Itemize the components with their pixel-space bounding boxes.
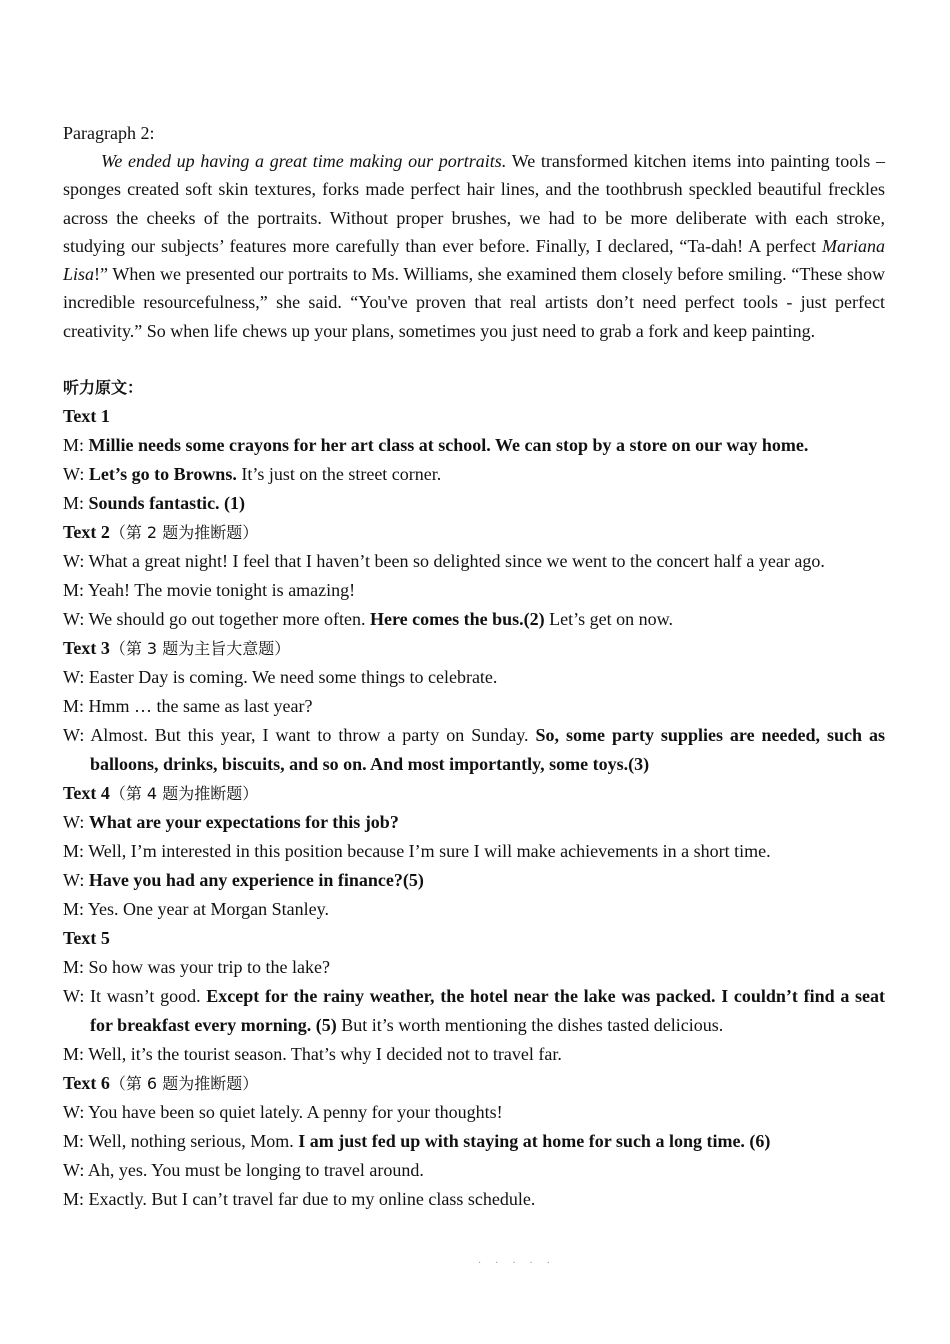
speaker-label: W: — [63, 464, 85, 485]
dialogue-line: W: You have been so quiet lately. A penny for your thoughts! — [63, 1102, 503, 1123]
speaker-label: W: — [63, 725, 85, 746]
speaker-label: M: — [63, 1189, 85, 1210]
dialogue-line: M: Well, it’s the tourist season. That’s why I decided not to travel far. — [63, 1044, 562, 1065]
paragraph-text-part1: We transformed kitchen items into painting tools – sponges created soft skin textures, forks made perfect hair lines, and the toothbrush speckled beautiful freckles across the cheeks of the portraits. Without proper brushes, we had to be more deliberate with each stroke, studying our subjects’ features more carefully than ever before. Finally, I declared, “Ta-dah! A perfect — [63, 151, 885, 256]
dialogue-line: W: Easter Day is coming. We need some things to celebrate. — [63, 667, 498, 688]
speaker-label: M: — [63, 493, 85, 514]
speaker-label: M: — [63, 1044, 85, 1065]
speaker-label: W: — [63, 986, 85, 1007]
speaker-label: W: — [63, 870, 85, 891]
text-heading: Text 2（第 2 题为推断题） — [63, 522, 259, 543]
speaker-label: W: — [63, 667, 85, 688]
transcript-title: 听力原文： — [63, 378, 144, 398]
speaker-label: M: — [63, 580, 85, 601]
portrait-name: Mariana Lisa — [63, 235, 885, 285]
key-sentence: Let’s go to Browns. — [88, 464, 237, 485]
speaker-label: M: — [63, 1131, 85, 1152]
speaker-label: M: — [63, 435, 85, 456]
dialogue-line: M: Yeah! The movie tonight is amazing! — [63, 580, 356, 601]
speaker-label: W: — [63, 1102, 85, 1123]
page-footer-marks: ····· — [478, 1258, 564, 1269]
speaker-label: W: — [63, 609, 85, 630]
dialogue-line: M: Well, nothing serious, Mom. I am just fed up with staying at home for such a long time. (6) — [63, 1131, 771, 1152]
speaker-label: W: — [63, 1160, 85, 1181]
speaker-label: M: — [63, 841, 85, 862]
key-sentence: Millie needs some crayons for her art class at school. We can stop by a store on our way home. — [88, 435, 809, 456]
dialogue-line: W: We should go out together more often. Here comes the bus.(2) Let’s get on now. — [63, 609, 673, 630]
key-sentence: Have you had any experience in finance?(5) — [88, 870, 424, 891]
dialogue-line: W: Let’s go to Browns. It’s just on the street corner. — [63, 464, 442, 485]
dialogue-line: W: What a great night! I feel that I haven’t been so delighted since we went to the concert half a year ago. — [63, 551, 825, 572]
speaker-label: M: — [63, 899, 85, 920]
text-heading: Text 6（第 6 题为推断题） — [63, 1073, 259, 1094]
text-heading: Text 4（第 4 题为推断题） — [63, 783, 259, 804]
paragraph-label: Paragraph 2: — [63, 123, 155, 143]
document-page — [63, 119, 885, 1214]
text-heading: Text 3（第 3 题为主旨大意题） — [63, 638, 291, 659]
opening-sentence: We ended up having a great time making our portraits. — [101, 151, 507, 171]
dialogue-line — [63, 866, 885, 895]
text-heading: Text 1 — [63, 406, 110, 427]
key-sentence: What are your expectations for this job? — [88, 812, 399, 833]
dialogue-line — [63, 808, 885, 837]
key-sentence: Except for the rainy weather, the hotel near the lake was packed. I couldn’t find a seat for breakfast every morning. (5) — [90, 986, 886, 1036]
dialogue-line: M: Well, I’m interested in this position because I’m sure I will make achievements in a short time. — [63, 841, 771, 862]
key-sentence: So, some party supplies are needed, such as balloons, drinks, biscuits, and so on. And most importantly, some toys.(3) — [90, 725, 886, 775]
paragraph-2-body — [63, 147, 885, 345]
speaker-label: M: — [63, 696, 85, 717]
dialogue-line: M: Hmm … the same as last year? — [63, 696, 313, 717]
dialogue-line: W: It wasn’t good. Except for the rainy weather, the hotel near the lake was packed. I couldn’t find a seat for breakfast every morning. (5) But it’s worth mentioning the dishes tasted delicious. — [63, 986, 886, 1036]
key-sentence: Here comes the bus.(2) — [370, 609, 545, 630]
dialogue-line: M: Exactly. But I can’t travel far due to my online class schedule. — [63, 1189, 536, 1210]
text-heading: Text 5 — [63, 928, 110, 949]
dialogue-line — [63, 489, 885, 518]
section-gap — [63, 345, 885, 373]
dialogue-line: W: Ah, yes. You must be longing to travel around. — [63, 1160, 424, 1181]
paragraph-text-part2: !” When we presented our portraits to Ms. Williams, she examined them closely before smiling. “These show incredible resourcefulness,” she said. “You've proven that real artists don’t need perfect tools - just perfect creativity.” So when life chews up your plans, sometimes you just need to grab a fork and keep painting. — [63, 264, 885, 341]
key-sentence: Sounds fantastic. (1) — [88, 493, 246, 514]
speaker-label: W: — [63, 551, 85, 572]
dialogue-line: M: Yes. One year at Morgan Stanley. — [63, 899, 329, 920]
dialogue-line: M: So how was your trip to the lake? — [63, 957, 330, 978]
key-sentence: I am just fed up with staying at home for such a long time. (6) — [298, 1131, 771, 1152]
dialogue-line — [63, 431, 885, 460]
speaker-label: W: — [63, 812, 85, 833]
dialogue-line: W: Almost. But this year, I want to throw a party on Sunday. So, some party supplies are needed, such as balloons, drinks, biscuits, and so on. And most importantly, some toys.(3) — [63, 725, 886, 775]
speaker-label: M: — [63, 957, 85, 978]
